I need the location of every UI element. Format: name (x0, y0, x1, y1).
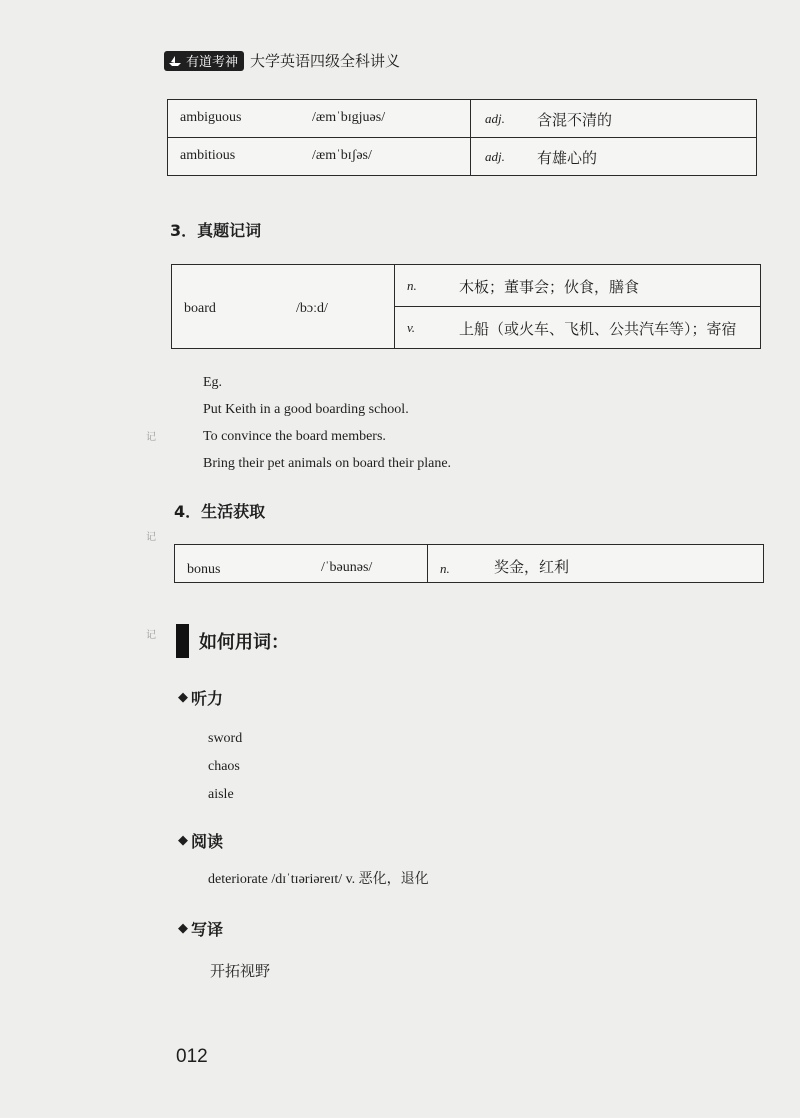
diamond-icon: ◆ (178, 833, 188, 848)
margin-mark: 记 (146, 432, 156, 443)
phonetic: /æmˈbɪʃəs/ (312, 148, 372, 163)
word-cell (172, 265, 395, 349)
listening-title-text: 听力 (191, 689, 224, 708)
diamond-icon: ◆ (178, 690, 188, 705)
word: ambiguous (180, 110, 242, 125)
reading-title-text: 阅读 (191, 832, 224, 851)
table-row (172, 265, 761, 307)
part-of-speech: n. (440, 561, 450, 576)
logo-text: 有道考神 (186, 55, 239, 70)
list-item: aisle (208, 787, 234, 802)
meaning: 有雄心的 (537, 149, 598, 167)
phonetic: /ˈbəunəs/ (321, 560, 373, 575)
listening-title (178, 686, 223, 709)
margin-mark: 记 (146, 532, 156, 543)
page-number: 012 (176, 1046, 208, 1067)
writing-entry: 开拓视野 (210, 962, 271, 980)
meaning-cell (471, 100, 757, 138)
word: board (184, 301, 216, 316)
boat-icon (168, 55, 182, 67)
meaning-cell (471, 138, 757, 176)
diamond-icon: ◆ (178, 921, 188, 936)
heading-bar (176, 624, 189, 658)
word-cell (168, 100, 471, 138)
word: bonus (187, 562, 221, 577)
part-of-speech: adj. (485, 149, 505, 164)
writing-title (178, 917, 223, 940)
part-of-speech: n. (407, 278, 417, 293)
meaning-cell (395, 307, 761, 349)
list-item: sword (208, 731, 243, 746)
example-sentence: To convince the board members. (203, 429, 386, 444)
margin-mark: 记 (146, 630, 156, 641)
word: ambitious (180, 148, 236, 163)
vocab-table-2 (171, 264, 761, 349)
meaning: 上船（或火车、飞机、公共汽车等）；寄宿 (459, 320, 737, 338)
vocab-table-3 (174, 544, 764, 583)
example-label: Eg. (203, 375, 223, 390)
brand-logo (164, 51, 244, 71)
header-title: 大学英语四级全科讲义 (250, 52, 401, 70)
meaning: 奖金，红利 (494, 558, 570, 576)
table-row (175, 545, 764, 583)
page-header (164, 50, 400, 71)
usage-heading-text: 如何用词： (199, 632, 289, 653)
reading-entry: deteriorate /dɪˈtɪəriəreɪt/ v. 恶化，退化 (208, 872, 429, 887)
writing-title-text: 写译 (191, 920, 224, 939)
meaning: 含混不清的 (537, 111, 613, 129)
example-sentence: Put Keith in a good boarding school. (203, 402, 409, 417)
meaning: 木板；董事会；伙食，膳食 (459, 278, 640, 296)
phonetic: /æmˈbɪgjuəs/ (312, 110, 386, 125)
reading-title (178, 829, 223, 852)
word-cell (175, 545, 428, 583)
vocab-table-1 (167, 99, 757, 176)
meaning-cell (395, 265, 761, 307)
table-row (168, 138, 757, 176)
list-item: chaos (208, 759, 240, 774)
table-row (168, 100, 757, 138)
phonetic: /bɔːd/ (296, 301, 328, 316)
word-cell (168, 138, 471, 176)
part-of-speech: adj. (485, 111, 505, 126)
section-title-3: 3．真题记词 (170, 221, 262, 240)
section-title-4: 4．生活获取 (174, 502, 266, 521)
usage-heading (176, 624, 289, 658)
meaning-cell (428, 545, 764, 583)
part-of-speech: v. (407, 320, 416, 335)
example-sentence: Bring their pet animals on board their plane. (203, 456, 452, 471)
